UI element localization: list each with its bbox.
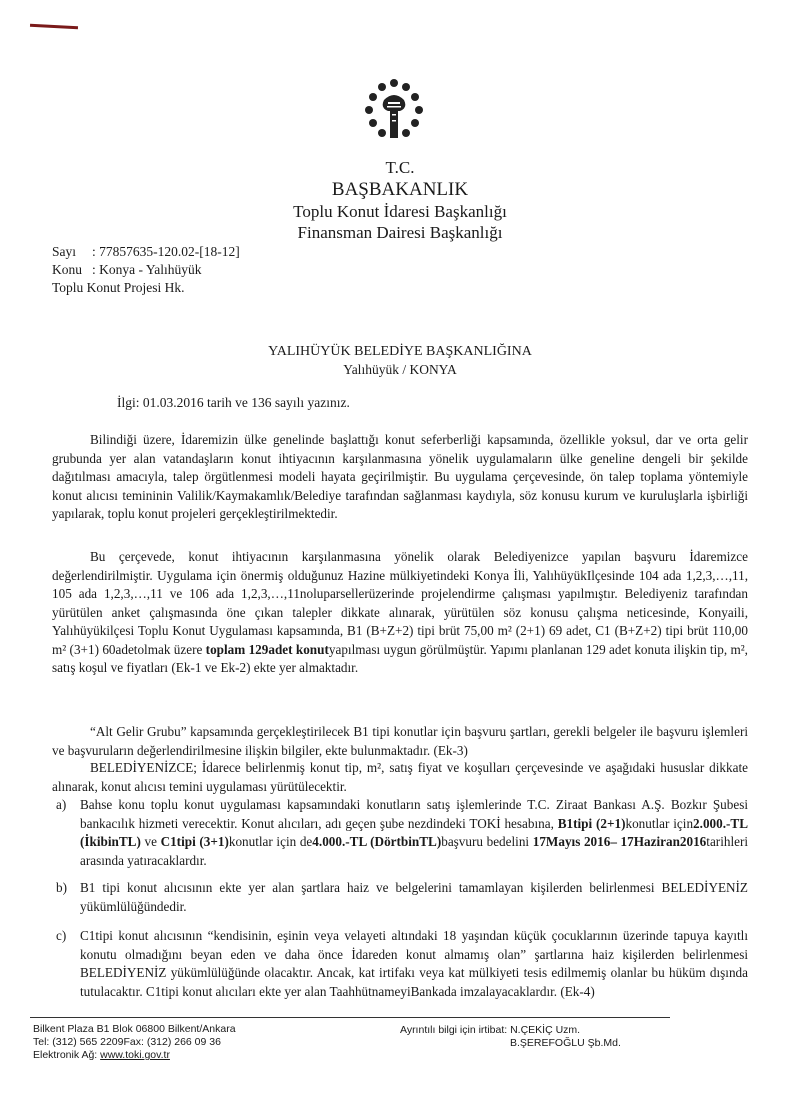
item-a-text-6: tarihleri arasında yatıracaklardır. (80, 834, 749, 868)
recipient-title: YALIHÜYÜK BELEDİYE BAŞKANLIĞINA (268, 344, 532, 359)
item-a-text-1: Bahse konu toplu konut uygulaması kapsamındaki konutların satış işlemlerinde T.C. Ziraat Bankası A.Ş. Bozkır Şubesi bankacılık hizmeti verecektir. Konut alıcıları, adı geçen şube nezdindeki TOKİ hesabına, (80, 797, 748, 831)
item-c-text: C1tipi konut alıcısının “kendisinin, eşinin veya velayeti altındaki 18 yaşından küçük çocuklarının üzerinde tapuya kayıtlı konutu olmadığını beyan eden ve daha önce İdareden konut almamış olan” şartlarına haiz kişilerden belirlenmesi BELEDİYENİZ yükümlülüğünde olacaktır. Ancak, kat irtifakı veya kat mülkiyeti tesis edilmemiş olanlar bu hüküm dışında tutulacaktır. C1tipi konut alıcıları ekte yer alan TaahhütnameyiBankada imzalayacaklardır. (Ek-4) (80, 928, 748, 999)
footer-phone: Tel: (312) 565 2209Fax: (312) 266 09 36 (33, 1036, 221, 1048)
item-a-text-4: konutlar için de (228, 834, 313, 849)
meta-sayi (52, 244, 240, 260)
list-item-c (56, 927, 748, 1001)
list-item-b-label: b) (56, 880, 67, 895)
footer-contact (33, 1023, 236, 1062)
footer-address: Bilkent Plaza B1 Blok 06800 Bilkent/Ankara (33, 1023, 236, 1035)
header-tc: T.C. (385, 158, 415, 177)
footer-divider (30, 1017, 670, 1018)
footer-contact-person-2: B.ŞEREFOĞLU Şb.Md. (510, 1037, 621, 1049)
header-ministry: BAŞBAKANLIK (331, 179, 469, 200)
meta-konu-label: Konu (52, 262, 82, 277)
item-a-bold-4000: 4.000.-TL (DörtbinTL) (312, 834, 442, 849)
paragraph-2 (52, 548, 748, 678)
footer-web-link[interactable]: www.toki.gov.tr (100, 1049, 170, 1061)
item-a-bold-dates: 17Mayıs 2016– 17Haziran2016 (532, 834, 707, 849)
footer-web (33, 1049, 236, 1062)
item-a-text-5: başvuru bedelini (441, 834, 533, 849)
meta-sayi-value: : 77857635-120.02-[18-12] (92, 244, 240, 259)
item-a-bold-b1: B1tipi (2+1) (557, 815, 626, 831)
list-item-c-label: c) (56, 928, 67, 943)
item-a-bold-c1: C1tipi (3+1) (160, 834, 229, 849)
footer-web-label: Elektronik Ağ: (33, 1049, 101, 1061)
footer-info (400, 1024, 621, 1050)
paragraph-4: BELEDİYENİZCE; İdarece belirlenmiş konut tip, m², satış fiyat ve koşulları çerçevesinde ve aşağıdaki hususlar dikkate alınarak, konut alıcısı temini uygulaması yürütülecektir. (52, 760, 748, 794)
header-department: Finansman Dairesi Başkanlığı (297, 223, 503, 242)
paragraph-1: Bilindiği üzere, İdaremizin ülke genelinde başlattığı konut seferberliği kapsamında, özellikle yoksul, dar ve orta gelir grubunda yer alan vatandaşların konut ihtiyacının karşılanmasına yönelik uygulamaların ülke geneline dengeli bir şekilde dağıtılması amacıyla, talep örgütlenmesi modeli hayata geçirilmiştir. Bu uygulama çerçevesinde, ön talep toplama yöntemiyle konut alıcısı temininin Valilik/Kaymakamlık/Belediye tarafından sağlanması kaydıyla, söz konusu kurum ve kuruluşlarla işbirliği yapılarak, toplu konut projeleri gerçekleştirilmektedir. (52, 432, 748, 521)
list-item-a (56, 796, 749, 870)
paragraph-2-bold: toplam 129adet konut (205, 641, 329, 657)
toki-logo-icon (362, 78, 426, 150)
meta-konu-cont: Toplu Konut Projesi Hk. (52, 280, 185, 295)
item-a-text-2: konutlar için (625, 815, 694, 831)
meta-konu (52, 262, 202, 278)
footer-contact-person-1: Ayrıntılı bilgi için irtibat: N.ÇEKİÇ Uzm. (400, 1024, 581, 1036)
paragraph-2-text-c: yapılması uygun görülmüştür. Yapımı planlanan 129 adet konuta ilişkin tip, m², satış koşul ve fiyatları (Ek-1 ve Ek-2) ekte yer almaktadır. (52, 641, 748, 675)
recipient-location: Yalıhüyük / KONYA (343, 362, 457, 377)
list-item-b (56, 879, 748, 916)
item-b-text: B1 tipi konut alıcısının ekte yer alan şartlara haiz ve belgelerini tamamlayan kişilerden belirlenmesi BELEDİYENİZ yükümlülüğündedir. (80, 880, 748, 914)
paragraph-2-text-a: Bu çerçevede, konut ihtiyacının karşılanmasına yönelik olarak Belediyenizce yapılan başvuru İdaremizce değerlendirilmiştir. Uygulama için önermiş olduğunuz Hazine mülkiyetindeki Konya İli, YalıhüyükIlçesinde 104 ada 1,2,3,…,11, 105 ada 1,2,3,…,11 ve 106 ada 1,2,3,…,11noluparsellerüzerinde projelendirme çalışması yapılmıştır. Belediyeniz tarafından yürütülen anket çalışmasında öne çıkan talepler dikkate alınarak, yürütülen söz konusu çalışma neticesinde, Konyaili, Yalıhüyükilçesi Toplu Konut Uygulaması kapsamında, B1 (B+Z+2) tipi brüt 75,00 m² (2+1) 69 adet, C1 (B+Z+2) tipi brüt 110,00 m² (3+1) 60adetolmak üzere (52, 549, 748, 657)
corner-pen-mark (30, 24, 78, 30)
meta-sayi-label: Sayı (52, 244, 77, 259)
paragraph-3: “Alt Gelir Grubu” kapsamında gerçekleştirilecek B1 tipi konutlar için başvuru şartları, gerekli belgeler ile başvuru işlemleri ve başvuruların değerlendirilmesine ilişkin bilgiler, ekte bulunmaktadır. (Ek-3) (52, 724, 748, 758)
header-agency: Toplu Konut İdaresi Başkanlığı (293, 202, 507, 221)
reference-line: İlgi: 01.03.2016 tarih ve 136 sayılı yazınız. (117, 395, 350, 410)
item-a-bold-2000: 2.000.-TL (İkibinTL) (80, 815, 748, 849)
list-item-a-label: a) (56, 797, 67, 812)
item-a-text-3: ve (140, 834, 161, 849)
meta-konu-value: : Konya - Yalıhüyük (92, 262, 202, 277)
